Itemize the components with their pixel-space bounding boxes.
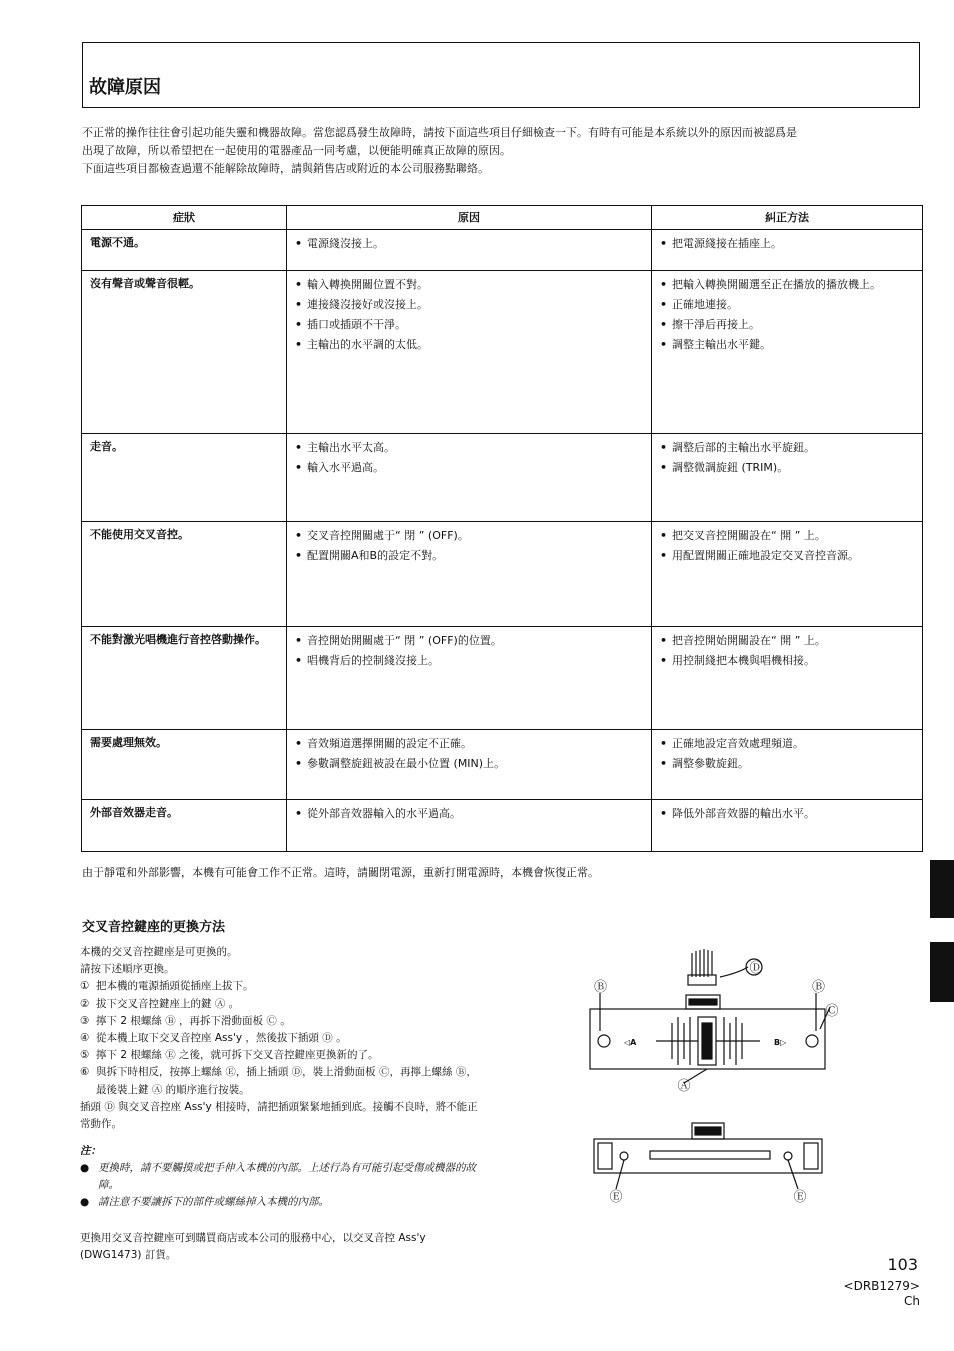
- table-row: [82, 730, 923, 800]
- note-text: 請注意不要讓拆下的部件或螺絲掉入本機的內部。: [98, 1196, 329, 1208]
- intro-text: [82, 124, 922, 178]
- remedy-item: • 降低外部音效器的輸出水平。: [660, 804, 914, 824]
- procedure-intro: 請按下述順序更換。: [80, 963, 175, 976]
- page-number: 103: [887, 1255, 918, 1274]
- procedure-intro: 本機的交叉音控鍵座是可更換的。: [80, 946, 238, 958]
- doc-code: <DRB1279>: [843, 1279, 920, 1293]
- step-number: ④: [80, 1032, 90, 1045]
- symptom-cell: 需要處理無效。: [82, 730, 287, 800]
- note-item: [80, 1160, 490, 1194]
- title-box: [82, 42, 920, 108]
- cause-item: • 連接綫沒接好或沒接上。: [295, 295, 643, 315]
- note-item: [80, 1194, 490, 1211]
- remedy-item: • 調整主輸出水平鍵。: [660, 335, 914, 355]
- cause-item: • 配置開關A和B的設定不對。: [295, 546, 643, 566]
- order-info: 更換用交叉音控鍵座可到購買商店或本公司的服務中心，以交叉音控 Ass'y (DWG1473) 訂貨。: [80, 1232, 426, 1261]
- step-item: [80, 1064, 485, 1098]
- cause-item: • 交叉音控開關處于“ 閉 ” (OFF)。: [295, 526, 643, 546]
- header-remedy: 糾正方法: [652, 206, 923, 230]
- symptom-cell: 沒有聲音或聲音很輕。: [82, 271, 287, 434]
- connection-note: 插頭 Ⓓ 與交叉音控座 Ass'y 相接時，請把插頭緊緊地插到底。接觸不良時，將不能正常動作。: [80, 1100, 478, 1131]
- label-b-right: Ⓑ: [812, 980, 826, 995]
- remedy-item: • 調整參數旋鈕。: [660, 754, 914, 774]
- header-symptom: 症狀: [82, 206, 287, 230]
- table-row: [82, 434, 923, 522]
- step-item: [80, 1030, 485, 1047]
- step-text: 擰下 2 根螺絲 Ⓔ 之後，就可拆下交叉音控鍵座更換新的了。: [96, 1049, 379, 1062]
- label-a: Ⓐ: [677, 1079, 691, 1094]
- doc-reference: [844, 1279, 920, 1309]
- header-cause: 原因: [287, 206, 652, 230]
- remedy-cell: [652, 627, 923, 730]
- cause-item: • 唱機背后的控制綫沒接上。: [295, 651, 643, 671]
- cause-item: • 從外部音效器輸入的水平過高。: [295, 804, 643, 824]
- bullet-icon: ●: [80, 1162, 90, 1174]
- remedy-item: • 用控制綫把本機與唱機相接。: [660, 651, 914, 671]
- step-text: 從本機上取下交叉音控座 Ass'y ，然後拔下插頭 Ⓓ 。: [96, 1032, 347, 1045]
- cause-item: • 輸入水平過高。: [295, 458, 643, 478]
- step-number: ①: [80, 980, 90, 993]
- section-heading: 交叉音控鍵座的更換方法: [82, 920, 226, 935]
- step-item: [80, 978, 485, 995]
- table-row: [82, 627, 923, 730]
- cause-cell: [287, 271, 652, 434]
- edge-tab-marker: [930, 860, 954, 918]
- intro-line: 不正常的操作往往會引起功能失靈和機器故障。當您認爲發生故障時，請按下面這些項目仔細檢查一下。有時有可能是本系統以外的原因而被認爲是: [82, 126, 797, 139]
- notes-block: [80, 1143, 490, 1211]
- cause-cell: [287, 800, 652, 852]
- cause-cell: [287, 522, 652, 627]
- cause-item: • 主輸出水平太高。: [295, 438, 643, 458]
- cause-item: • 音控開始開關處于“ 閉 ” (OFF)的位置。: [295, 631, 643, 651]
- remedy-item: • 把音控開始開關設在“ 開 ” 上。: [660, 631, 914, 651]
- step-text: 擰下 2 根螺絲 Ⓑ ，再拆下滑動面板 Ⓒ 。: [96, 1014, 291, 1027]
- label-c: Ⓒ: [825, 1004, 839, 1019]
- cause-cell: [287, 230, 652, 271]
- remedy-item: • 調整微調旋鈕 (TRIM)。: [660, 458, 914, 478]
- notes-label: 注：: [80, 1145, 101, 1157]
- label-e-right: Ⓔ: [793, 1190, 807, 1205]
- page-title: 故障原因: [89, 77, 161, 98]
- symptom-cell: 走音。: [82, 434, 287, 522]
- table-row: [82, 271, 923, 434]
- step-text: 把本機的電源插頭從插座上拔下。: [96, 980, 254, 993]
- static-note: 由于靜電和外部影響，本機有可能會工作不正常。這時，請關閉電源，重新打開電源時，本機會恢復正常。: [82, 866, 599, 879]
- remedy-item: • 調整后部的主輸出水平旋鈕。: [660, 438, 914, 458]
- cause-cell: [287, 627, 652, 730]
- symptom-cell: 不能對激光唱機進行音控啓動操作。: [82, 627, 287, 730]
- intro-line: 出現了故障，所以希望把在一起使用的電器產品一同考慮，以便能明確真正故障的原因。: [82, 144, 511, 157]
- remedy-item: • 正確地連接。: [660, 295, 914, 315]
- bullet-icon: ●: [80, 1196, 90, 1208]
- step-item: [80, 1047, 485, 1064]
- step-text: 與拆下時相反，按擰上螺絲 Ⓔ，插上插頭 Ⓓ，裝上滑動面板 Ⓒ，再擰上螺絲 Ⓑ，最後裝上鍵 Ⓐ 的順序進行按裝。: [96, 1066, 477, 1096]
- remedy-item: • 把交叉音控開關設在“ 開 ” 上。: [660, 526, 914, 546]
- intro-line: 下面這些項目都檢查過還不能解除故障時，請與銷售店或附近的本公司服務點聯絡。: [82, 162, 489, 175]
- remedy-cell: [652, 271, 923, 434]
- mark-b: B▷: [774, 1038, 787, 1047]
- label-d: Ⓓ: [749, 961, 763, 976]
- mark-a: ◁A: [624, 1038, 637, 1047]
- cause-item: • 輸入轉換開關位置不對。: [295, 275, 643, 295]
- language-code: Ch: [904, 1294, 920, 1308]
- remedy-cell: [652, 434, 923, 522]
- step-text: 拔下交叉音控鍵座上的鍵 Ⓐ 。: [96, 997, 240, 1010]
- step-number: ⑤: [80, 1049, 90, 1062]
- step-number: ②: [80, 997, 90, 1010]
- table-row: [82, 800, 923, 852]
- remedy-item: • 把輸入轉換開關選至正在播放的播放機上。: [660, 275, 914, 295]
- step-list: [80, 978, 485, 1098]
- cause-cell: [287, 730, 652, 800]
- symptom-cell: 電源不通。: [82, 230, 287, 271]
- troubleshooting-table: [81, 205, 923, 852]
- symptom-cell: 不能使用交叉音控。: [82, 522, 287, 627]
- remedy-cell: [652, 522, 923, 627]
- replacement-procedure: [80, 944, 485, 1133]
- step-item: [80, 996, 485, 1013]
- crossfader-diagram: [580, 945, 840, 1210]
- cause-item: • 插口或插頭不干淨。: [295, 315, 643, 335]
- label-b-left: Ⓑ: [594, 980, 608, 995]
- symptom-cell: 外部音效器走音。: [82, 800, 287, 852]
- step-number: ⑥: [80, 1066, 90, 1079]
- remedy-cell: [652, 800, 923, 852]
- remedy-cell: [652, 230, 923, 271]
- cause-item: • 電源綫沒接上。: [295, 234, 643, 254]
- cause-item: • 主輸出的水平調的太低。: [295, 335, 643, 355]
- edge-tab-marker: [930, 942, 954, 1002]
- table-row: [82, 230, 923, 271]
- remedy-item: • 擦干淨后再接上。: [660, 315, 914, 335]
- remedy-item: • 正確地設定音效處理頻道。: [660, 734, 914, 754]
- remedy-item: • 用配置開關正確地設定交叉音控音源。: [660, 546, 914, 566]
- step-number: ③: [80, 1014, 90, 1027]
- remedy-item: • 把電源綫接在插座上。: [660, 234, 914, 254]
- table-row: [82, 522, 923, 627]
- cause-item: • 音效頻道選擇開關的設定不正確。: [295, 734, 643, 754]
- remedy-cell: [652, 730, 923, 800]
- label-e-left: Ⓔ: [609, 1190, 623, 1205]
- cause-cell: [287, 434, 652, 522]
- step-item: [80, 1013, 485, 1030]
- cause-item: • 參數調整旋鈕被設在最小位置 (MIN)上。: [295, 754, 643, 774]
- note-text: 更換時，請不要觸摸或把手伸入本機的內部。上述行為有可能引起受傷或機器的故障。: [98, 1162, 476, 1191]
